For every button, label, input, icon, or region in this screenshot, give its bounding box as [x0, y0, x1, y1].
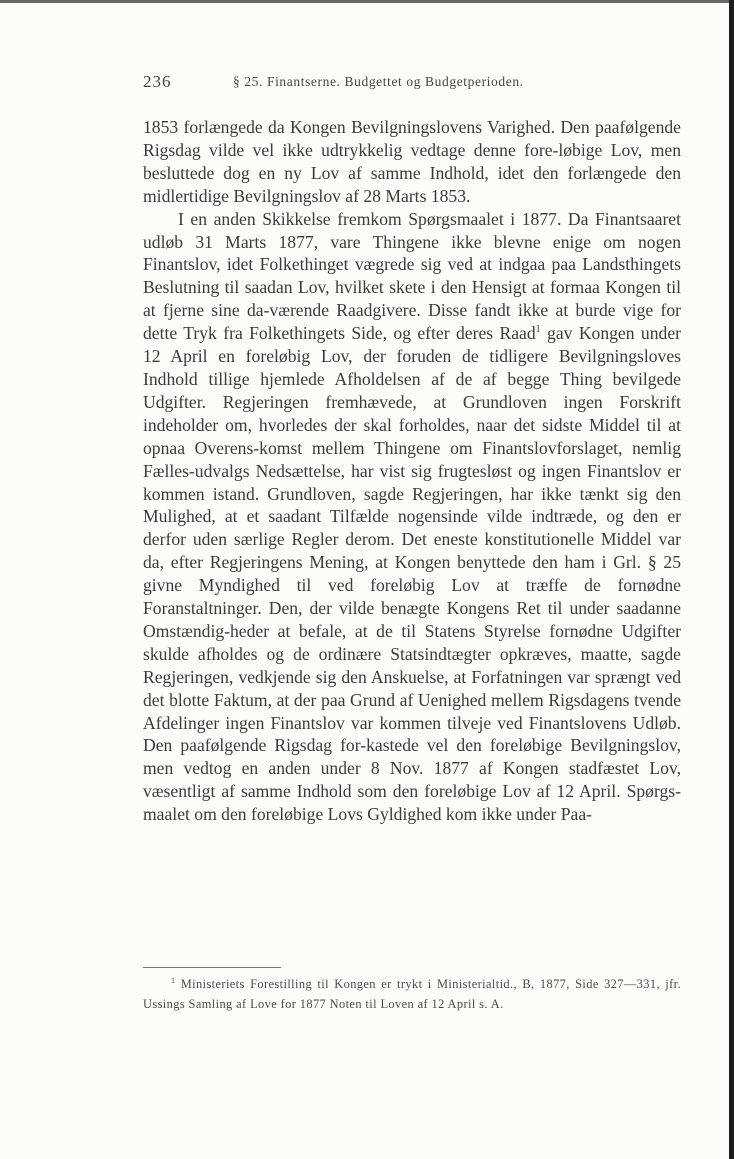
footnotes — [143, 975, 681, 1014]
paragraph — [143, 208, 681, 826]
running-head — [143, 72, 613, 98]
paragraph-text: gav Kongen under 12 April en foreløbig Lov, der foruden de tidligere Bevilgningsloves Indhold tillige hjemlede Afholdelsen af de af begge Thing bevilgede Udgifter. Regjeringen fremhævede, at Grundloven ingen Forskrift indeholder om, hvorledes der skal forholdes, naar det sidste Middel til at opnaa Overens-komst mellem Thingene om Finantslovforslaget, nemlig Fælles-udvalgs Nedsættelse, har vist sig frugtesløst og ingen Finantslov er kommen istand. Grundloven, sagde Regjeringen, har ikke tænkt sig den Mulighed, at et saadant Tilfælde nogensinde vilde indtræde, og den er derfor uden særlige Regler derom. Det eneste konstitutionelle Middel var da, efter Regjeringens Mening, at Kongen benyttede den ham i Grl. § 25 givne Myndighed til ved foreløbig Lov at træffe de fornødne Foranstaltninger. Den, der vilde benægte Kongens Ret til under saadanne Omstændig-heder at befale, at de til Statens Styrelse fornødne Udgifter skulde afholdes og de ordinære Statsindtægter opkræves, maatte, sagde Regjeringen, vedkjende sig den Anskuelse, at Forfatningen var sprængt ved det blotte Faktum, at der paa Grund af Uenighed mellem Rigsdagens tvende Afdelinger ingen Finantslov var kommen tilveje ved Finantslovens Udløb. Den paafølgende Rigsdag for-kastede vel den foreløbige Bevilgningslov, men vedtog en anden under 8 Nov. 1877 af Kongen stadfæstet Lov, væsentligt af samme Indhold som den foreløbige Lov af 12 April. Spørgs-maalet om den foreløbige Lovs Gyldighed kom ikke under Paa- — [143, 323, 681, 825]
paragraph-continuation — [143, 116, 681, 208]
footnote — [143, 975, 681, 1014]
paragraph-text: I en anden Skikkelse fremkom Spørgsmaalet i 1877. Da Finantsaaret udløb 31 Marts 1877, vare Thingene ikke blevne enige om nogen Finantslov, idet Folkethinget vægrede sig ved at indgaa paa Landsthingets Beslutning til saadan Lov, hvilket skete i den Hensigt at formaa Kongen til at fjerne sine da-værende Raadgivere. Disse fandt ikke at burde vige for dette Tryk fra Folkethingets Side, og efter deres Raad — [143, 208, 681, 344]
footnote-divider — [143, 967, 281, 968]
footnote-text: Ministeriets Forestilling til Kongen er trykt i Ministerialtid., B, 1877, Side 327—331, jfr. Ussings Samling af Love for 1877 Noten til Loven af 12 April s. A. — [143, 977, 681, 1011]
page-top-edge — [0, 0, 734, 3]
body-text — [143, 116, 681, 826]
paragraph-text: 1853 forlængede da Kongen Bevilgningslovens Varighed. Den paafølgende Rigsdag vilde vel ikke udtrykkelig vedtage denne fore-løbige Lov, men besluttede dog en ny Lov af samme Indhold, idet den forlængede den midlertidige Bevilgningslov af 28 Marts 1853. — [143, 117, 681, 206]
running-head-title: § 25. Finantserne. Budgettet og Budgetperioden. — [233, 74, 524, 89]
page-number: 236 — [143, 72, 172, 91]
page-right-edge — [729, 0, 734, 1159]
footnote-reference: 1 — [535, 324, 541, 336]
footnote-marker: 1 — [171, 975, 176, 985]
